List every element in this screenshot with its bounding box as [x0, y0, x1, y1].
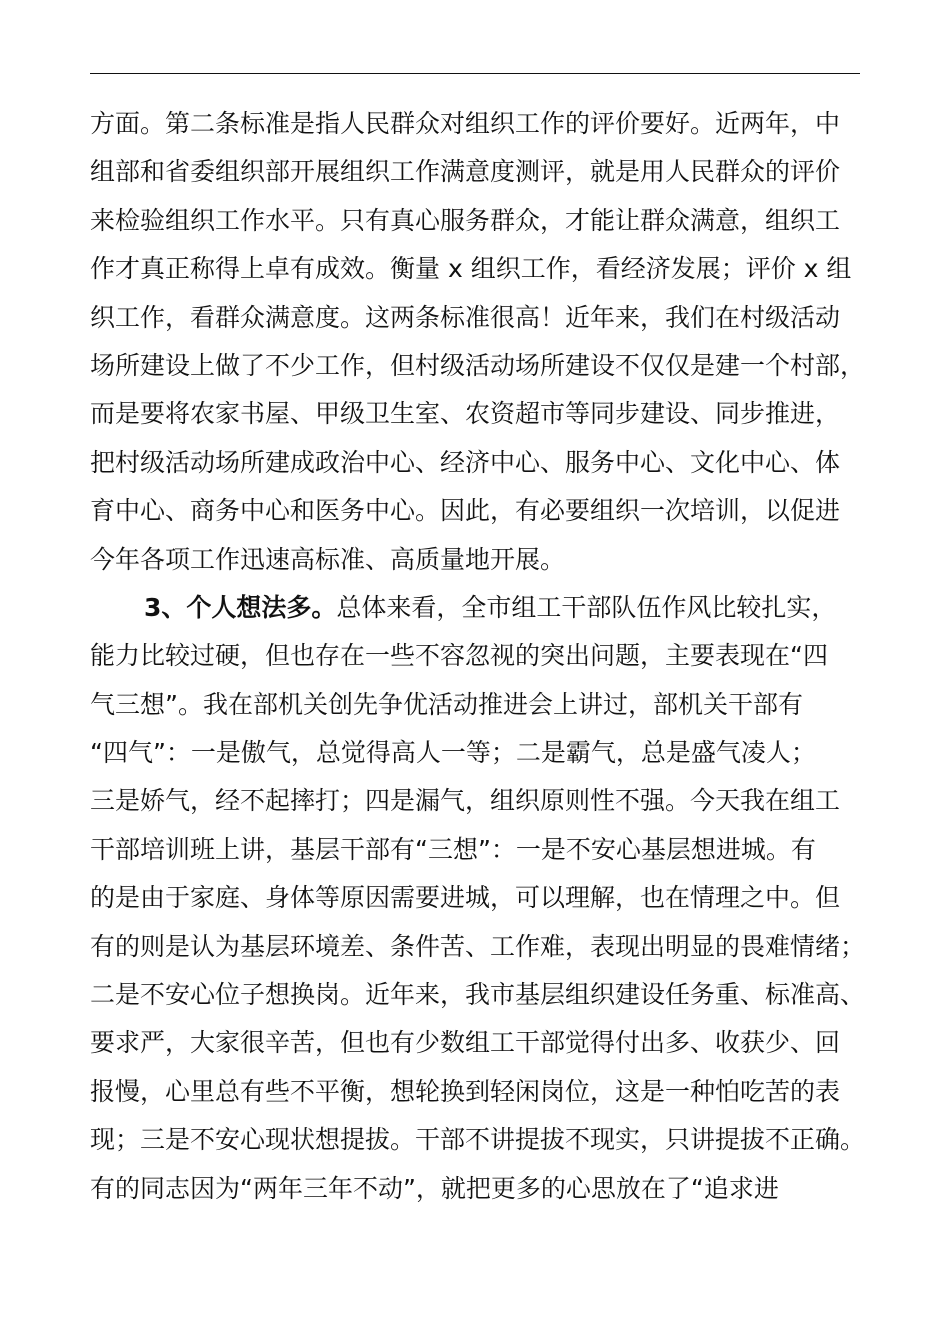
text-line: 的是由于家庭、身体等原因需要进城，可以理解，也在情理之中。但 — [90, 883, 841, 913]
body-text — [90, 100, 865, 1213]
text-line: 干部培训班上讲，基层干部有“三想”：一是不安心基层想进城。有 — [90, 834, 816, 864]
text-line: 气三想”。我在部机关创先争优活动推进会上讲过，部机关干部有 — [90, 689, 803, 719]
text-line: “四气”：一是傲气，总觉得高人一等；二是霸气，总是盛气凌人； — [90, 738, 816, 768]
text-line: 报慢，心里总有些不平衡，想轮换到轻闲岗位，这是一种怕吃苦的表 — [90, 1076, 841, 1106]
text-line: 场所建设上做了不少工作，但村级活动场所建设不仅仅是建一个村部， — [90, 350, 866, 380]
text-line: 来检验组织工作水平。只有真心服务群众，才能让群众满意，组织工 — [90, 205, 841, 235]
text-line: 而是要将农家书屋、甲级卫生室、农资超市等同步建设、同步推进， — [90, 399, 841, 429]
text-line: 能力比较过硬，但也存在一些不容忽视的突出问题，主要表现在“四 — [90, 641, 828, 671]
text-line: 育中心、商务中心和医务中心。因此，有必要组织一次培训，以促进 — [90, 496, 841, 526]
text-line: 有的则是认为基层环境差、条件苦、工作难，表现出明显的畏难情绪； — [90, 931, 866, 961]
header-rule — [90, 73, 860, 74]
section-3-first-line — [90, 584, 865, 632]
text-line: 把村级活动场所建成政治中心、经济中心、服务中心、文化中心、体 — [90, 447, 841, 477]
text-line: 二是不安心位子想换岗。近年来，我市基层组织建设任务重、标准高、 — [90, 980, 866, 1010]
text-line: 方面。第二条标准是指人民群众对组织工作的评价要好。近两年，中 — [90, 109, 841, 138]
text-line: 组部和省委组织部开展组织工作满意度测评，就是用人民群众的评价 — [90, 157, 841, 187]
text-line: 要求严，大家很辛苦，但也有少数组工干部觉得付出多、收获少、回 — [90, 1028, 841, 1058]
section-3-first-line-text: 总体来看，全市组工干部队伍作风比较扎实， — [336, 592, 837, 622]
text-line: 三是娇气，经不起摔打；四是漏气，组织原则性不强。今天我在组工 — [90, 786, 841, 816]
text-line: 织工作，看群众满意度。这两条标准很高！近年来，我们在村级活动 — [90, 302, 841, 332]
section-3-heading: 3、个人想法多。 — [144, 592, 337, 622]
text-line: 有的同志因为“两年三年不动”，就把更多的心思放在了“追求进 — [90, 1173, 779, 1203]
text-line: 今年各项工作迅速高标准、高质量地开展。 — [90, 544, 566, 574]
text-line: 现；三是不安心现状想提拔。干部不讲提拔不现实，只讲提拔不正确。 — [90, 1125, 866, 1155]
text-line: 作才真正称得上卓有成效。衡量 x 组织工作，看经济发展；评价 x 组 — [90, 254, 852, 284]
